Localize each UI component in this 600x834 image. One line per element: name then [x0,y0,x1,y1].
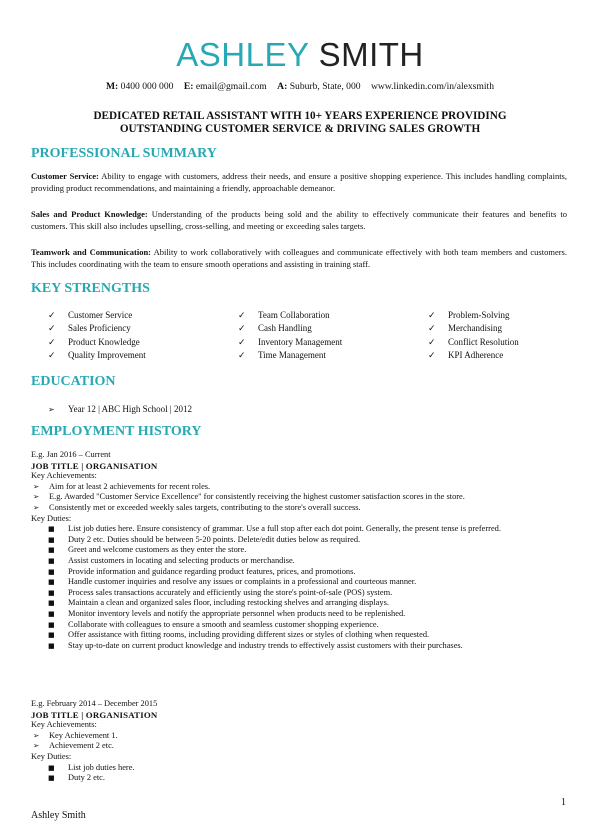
mobile-number: 0400 000 000 [120,81,174,92]
bullet-icon: ■ [48,535,55,544]
checkmark-icon: ✓ [48,311,56,321]
list-item: ➢ Aim for at least 2 achievements for recent roles. [33,481,211,491]
strength-item: ✓ Inventory Management [238,336,343,348]
strength-item: ✓ Merchandising [428,323,502,335]
checkmark-icon: ✓ [428,337,436,348]
summary-heading: PROFESSIONAL SUMMARY [31,146,217,161]
list-item: ■ Monitor inventory levels and notify the appropriate personnel when products need to be replenished. [48,608,406,618]
list-item: ■ Duty 2 etc. [48,773,105,783]
strengths-heading: KEY STRENGTHS [31,281,150,296]
headline [20,110,580,136]
bullet-icon: ■ [48,641,55,650]
achievements-list [31,482,571,514]
arrow-bullet-icon: ➢ [33,741,40,751]
achievements-label: Key Achievements: [31,720,97,730]
bullet-icon: ■ [48,567,55,576]
strength-item: ✓ Sales Proficiency [48,323,131,335]
mobile-label: M: [106,81,119,92]
bullet-icon: ■ [48,620,55,629]
list-item: ■ Maintain a clean and organized sales floor, including restocking shelves and arranging displays. [48,598,389,608]
strength-item: ✓ Cash Handling [238,323,312,335]
strength-item: ✓ Customer Service [48,310,133,321]
strength-item: ✓ Conflict Resolution [428,336,519,348]
education-heading: EDUCATION [31,374,116,389]
email-label: E: [183,81,194,92]
checkmark-icon: ✓ [428,324,436,335]
arrow-bullet-icon: ➢ [33,730,40,740]
linkedin-url[interactable]: www.linkedin.com/in/alexsmith [370,81,494,92]
bullet-icon: ■ [48,631,55,640]
list-item: ■ Process sales transactions accurately and efficiently using the store's point-of-sale (POS) system. [48,587,393,597]
summary-paragraph [31,171,567,194]
summary-paragraph [31,247,567,270]
list-item: ➢ Achievement 2 etc. [33,741,114,751]
contact-line [0,81,600,93]
list-item: ■ Stay up-to-date on current product knowledge and industry trends to effectively assist customers with their purchases. [48,640,463,650]
bullet-icon: ■ [48,774,55,783]
duties-label: Key Duties: [31,751,72,761]
job-date: E.g. Jan 2016 – Current [31,450,111,459]
bullet-icon: ■ [48,578,55,587]
bullet-icon: ■ [48,599,55,608]
job-entry [31,450,571,651]
candidate-name [0,36,600,74]
checkmark-icon: ✓ [238,351,246,362]
checkmark-icon: ✓ [238,311,246,321]
checkmark-icon: ✓ [428,351,436,362]
list-item: ■ Provide information and guidance regarding product features, prices, and promotions. [48,566,356,576]
headline-line-2: OUTSTANDING CUSTOMER SERVICE & DRIVING SALES GROWTH [119,123,481,135]
checkmark-icon: ✓ [48,324,56,335]
bullet-icon: ■ [48,525,55,534]
page-number: 1 [561,797,566,808]
duties-list [31,763,571,784]
bullet-icon: ■ [48,556,55,565]
list-item: ➢ E.g. Awarded "Customer Service Excellence" for consistently receiving the highest customer satisfaction scores in the store. [33,492,465,502]
list-item: ■ Duty 2 etc. Duties should be between 5-20 points. Delete/edit duties below as required. [48,534,361,544]
footer-name: Ashley Smith [31,810,86,821]
address: Suburb, State, 000 [289,81,361,92]
bullet-icon: ■ [48,609,55,618]
education-text: Year 12 | ABC High School | 2012 [68,404,192,414]
arrow-bullet-icon: ➢ [33,502,40,512]
checkmark-icon: ✓ [48,337,56,348]
paragraph-text: Understanding of the products being sold and the ability to effectively communicate their features and benefits to customers. This skill also includes upselling, cross-selling, and meeting or exceeding sales targets. [31,209,568,231]
list-item: ■ List job duties here. [48,762,135,772]
arrow-bullet-icon: ➢ [33,481,40,491]
paragraph-lead: Sales and Product Knowledge: [31,209,148,219]
strength-item: ✓ Problem-Solving [428,310,510,321]
address-label: A: [277,81,288,92]
strength-item: ✓ Quality Improvement [48,350,146,362]
job-title: JOB TITLE | ORGANISATION [31,709,158,720]
list-item: ■ Handle customer inquiries and resolve any issues or complaints in a professional and courteous manner. [48,577,417,587]
list-item: ➢ Key Achievement 1. [33,730,118,740]
job-title: JOB TITLE | ORGANISATION [31,460,158,471]
headline-line-1: DEDICATED RETAIL ASSISTANT WITH 10+ YEARS EXPERIENCE PROVIDING [93,110,507,122]
paragraph-lead: Customer Service: [31,171,99,181]
arrow-bullet-icon: ➢ [48,405,55,414]
checkmark-icon: ✓ [238,337,246,348]
list-item: ■ Offer assistance with fitting rooms, including providing different sizes or styles of clothing when requested. [48,630,430,640]
strength-item: ✓ Team Collaboration [238,310,330,321]
list-item: ➢ Consistently met or exceeded weekly sales targets, contributing to the store's overall success. [33,502,361,512]
list-item: ■ Greet and welcome customers as they enter the store. [48,545,247,555]
strength-item: ✓ KPI Adherence [428,350,504,362]
summary-paragraph [31,209,567,232]
strength-item: ✓ Product Knowledge [48,336,140,348]
list-item: ■ Assist customers in locating and selecting products or merchandise. [48,555,295,565]
bullet-icon: ■ [48,763,55,772]
paragraph-text: Ability to work collaboratively with colleagues and communicate effectively with both team members and customers. This includes coordinating with the team to ensure smooth operations and assisting in training staff. [31,247,567,269]
checkmark-icon: ✓ [48,351,56,362]
email-address[interactable]: email@gmail.com [195,81,267,92]
strengths-grid [48,309,568,363]
duties-list [31,524,571,651]
list-item: ■ List job duties here. Ensure consistency of grammar. Use a full stop after each dot point. Generally, the present tense is preferred. [48,524,501,534]
job-entry [31,699,571,784]
duties-label: Key Duties: [31,513,72,523]
paragraph-text: Ability to engage with customers, address their needs, and ensure a positive shopping experience. This includes handling complaints, providing product recommendations, and maintaining a friendly, approachable demeanor. [31,171,567,193]
paragraph-lead: Teamwork and Communication: [31,247,152,257]
bullet-icon: ■ [48,588,55,597]
bullet-icon: ■ [48,546,55,555]
arrow-bullet-icon: ➢ [33,492,40,502]
achievements-label: Key Achievements: [31,471,97,481]
checkmark-icon: ✓ [428,311,436,321]
strength-item: ✓ Time Management [238,350,326,362]
list-item: ■ Collaborate with colleagues to ensure a smooth and seamless customer shopping experience. [48,619,379,629]
first-name: ASHLEY [176,36,309,73]
employment-heading: EMPLOYMENT HISTORY [31,424,202,439]
checkmark-icon: ✓ [238,324,246,335]
education-entry [48,403,192,416]
job-date: E.g. February 2014 – December 2015 [31,699,158,708]
achievements-list [31,731,571,752]
last-name: SMITH [318,36,424,73]
